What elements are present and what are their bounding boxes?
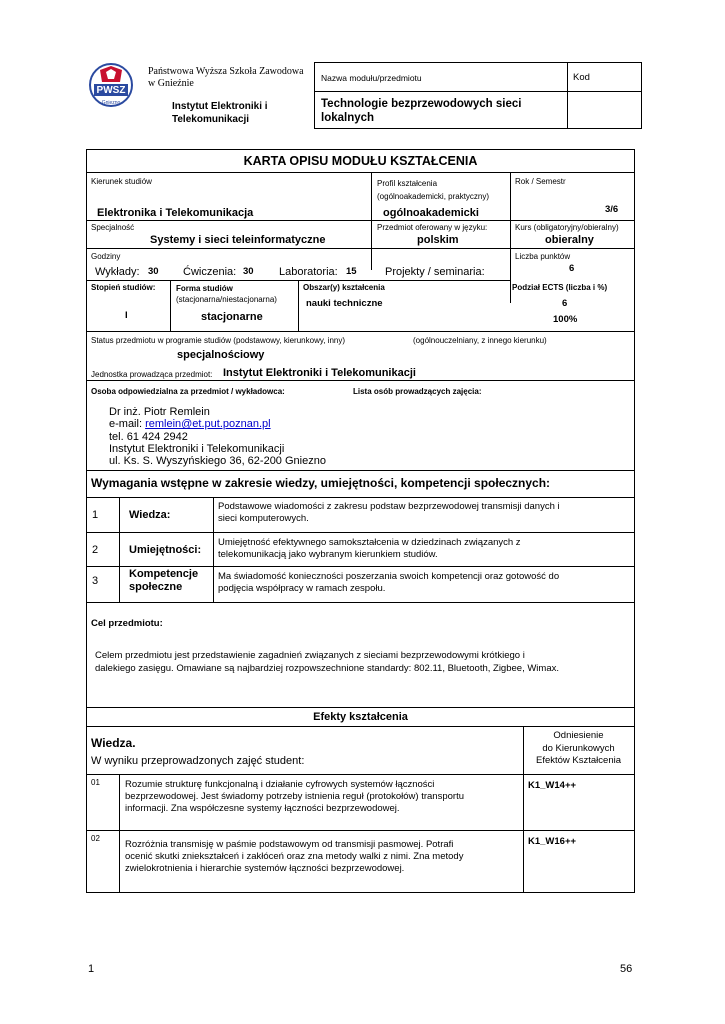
forma-label: Forma studiów (stacjonarna/niestacjonarna) bbox=[176, 284, 277, 304]
module-name-label: Nazwa modułu/przedmiotu bbox=[321, 73, 422, 83]
institute-line1: Instytut Elektroniki i bbox=[172, 101, 268, 112]
req-text-2: Umiejętność efektywnego samokształcenia w dziedzinach związanych z telekomunikacją jako wybranym kierunkiem studiów. bbox=[218, 537, 521, 560]
jednostka-value: Instytut Elektroniki i Telekomunikacji bbox=[223, 367, 416, 379]
effect-code-1: K1_W14++ bbox=[528, 780, 577, 791]
contact-email-line: e-mail: remlein@et.put.poznan.pl bbox=[109, 418, 271, 431]
ects-value: 6 bbox=[562, 298, 568, 309]
goal-label: Cel przedmiotu: bbox=[91, 618, 163, 629]
contact-name: Dr inż. Piotr Remlein bbox=[109, 406, 210, 418]
cwiczenia-label: Ćwiczenia: bbox=[183, 266, 237, 278]
school-name-line2: w Gnieźnie bbox=[148, 78, 194, 89]
status-label: Status przedmiotu w programie studiów (podstawowy, kierunkowy, inny) bbox=[91, 336, 346, 345]
wyklady-label: Wykłady: bbox=[95, 266, 140, 278]
goal-text: Celem przedmiotu jest przedstawienie zagadnień związanych z sieciami bezprzewodowymi krótkiego i dalekiego zasięgu. Omawiane są najbardziej rozpowszechnione standardy: 802.11, Bluetooth, Zigbee, Wimax. bbox=[95, 650, 560, 674]
contact-addr: ul. Ks. S. Wyszyńskiego 36, 62-200 Gniezno bbox=[109, 455, 326, 468]
specjalnosc-value: Systemy i sieci teleinformatyczne bbox=[150, 234, 326, 246]
school-logo bbox=[88, 62, 134, 108]
status-label-2: (ogólnouczelniany, z innego kierunku) bbox=[413, 336, 547, 345]
stopien-value: I bbox=[125, 310, 128, 321]
contact-inst: Instytut Elektroniki i Telekomunikacji bbox=[109, 442, 285, 455]
page-number: 56 bbox=[620, 963, 633, 975]
profil-label: Profil kształcenia (ogólnoakademicki, praktyczny) bbox=[377, 179, 490, 201]
kurs-label: Kurs (obligatoryjny/obieralny) bbox=[515, 223, 619, 232]
stopien-label: Stopień studiów: bbox=[91, 283, 156, 292]
effect-code-2: K1_W16++ bbox=[528, 836, 577, 847]
contact-tel: tel. 61 424 2942 bbox=[109, 430, 188, 443]
status-value: specjalnościowy bbox=[177, 349, 265, 361]
punkty-label: Liczba punktów bbox=[515, 252, 571, 261]
obszar-label: Obszar(y) kształcenia bbox=[303, 283, 385, 292]
jednostka-label: Jednostka prowadząca przedmiot: bbox=[91, 370, 213, 379]
effects-intro: W wyniku przeprowadzonych zajęć student: bbox=[91, 755, 305, 767]
specjalnosc-label: Specjalność bbox=[91, 223, 135, 232]
jezyk-value: polskim bbox=[417, 234, 459, 246]
req-num-3: 3 bbox=[92, 575, 99, 587]
ects-label: Podział ECTS (liczba i %) bbox=[512, 283, 608, 292]
svg-text:Gniezno: Gniezno bbox=[101, 100, 121, 106]
jezyk-label: Przedmiot oferowany w języku: bbox=[377, 223, 488, 232]
cwiczenia-value: 30 bbox=[243, 266, 254, 277]
req-name-2: Umiejętności: bbox=[129, 544, 202, 556]
forma-value: stacjonarne bbox=[201, 311, 263, 323]
req-num-1: 1 bbox=[92, 509, 99, 521]
laboratoria-value: 15 bbox=[346, 266, 357, 277]
requirements-title: Wymagania wstępne w zakresie wiedzy, umiejętności, kompetencji społecznych: bbox=[91, 476, 551, 490]
school-name bbox=[148, 66, 304, 90]
effects-title: Efekty kształcenia bbox=[313, 711, 408, 723]
code-label: Kod bbox=[573, 72, 590, 83]
rok-value: 3/6 bbox=[605, 204, 619, 215]
punkty-value: 6 bbox=[569, 263, 575, 274]
svg-text:PWSZ: PWSZ bbox=[96, 85, 126, 96]
effect-text-2: Rozróżnia transmisję w paśmie podstawowym od transmisji pasmowej. Potrafi ocenić skutki zniekształceń i zakłóceń oraz zna metody walki z nimi. Zna metody zwielokrotnienia i hierarchie systemów łączności bezprzewodowej. bbox=[125, 839, 464, 874]
wyklady-value: 30 bbox=[148, 266, 159, 277]
school-name-line1: Państwowa Wyższa Szkoła Zawodowa bbox=[148, 66, 304, 77]
logo-icon bbox=[88, 62, 134, 108]
godziny-label: Godziny bbox=[91, 252, 121, 261]
institute-line2: Telekomunikacji bbox=[172, 114, 250, 125]
ects-percent: 100% bbox=[553, 314, 578, 325]
osoba-label: Osoba odpowiedzialna za przedmiot / wykładowca: bbox=[91, 387, 285, 396]
contact-email-link[interactable]: remlein@et.put.poznan.pl bbox=[145, 418, 271, 431]
module-name-value: Technologie bezprzewodowych sieci lokalnych bbox=[321, 98, 522, 124]
req-text-1: Podstawowe wiadomości z zakresu podstaw bezprzewodowej transmisji danych i sieci komputerowych. bbox=[218, 501, 560, 524]
card bbox=[86, 149, 635, 893]
footer-left: 1 bbox=[88, 963, 95, 975]
effect-num-1: 01 bbox=[91, 778, 100, 787]
req-name-3: Kompetencje społeczne bbox=[129, 568, 199, 593]
effect-text-1: Rozumie strukturę funkcjonalną i działanie cyfrowych systemów łączności bezprzewodowej. Jest świadomy potrzeby istnienia reguł (protokołów) transportu informacji. Zna współczesne systemy łączności bezprzewodowej. bbox=[125, 779, 464, 814]
kurs-value: obieralny bbox=[545, 234, 594, 246]
rok-label: Rok / Semestr bbox=[515, 177, 566, 186]
req-name-1: Wiedza: bbox=[129, 509, 171, 521]
obszar-value: nauki techniczne bbox=[306, 298, 383, 309]
laboratoria-label: Laboratoria: bbox=[279, 266, 338, 278]
req-num-2: 2 bbox=[92, 544, 99, 556]
effect-num-2: 02 bbox=[91, 834, 100, 843]
contact-block bbox=[109, 406, 326, 467]
institute-name bbox=[172, 100, 268, 126]
module-header-box bbox=[314, 62, 642, 129]
lista-label: Lista osób prowadzących zajęcia: bbox=[353, 387, 482, 396]
req-text-3: Ma świadomość konieczności poszerzania swoich kompetencji oraz gotowość do podjęcia współpracy w ramach zespołu. bbox=[218, 571, 560, 594]
effects-wiedza: Wiedza. bbox=[91, 736, 136, 750]
projekty-label: Projekty / seminaria: bbox=[385, 266, 485, 278]
effects-ref-header: Odniesienie do Kierunkowych Efektów Kształcenia bbox=[535, 730, 621, 766]
profil-value: ogólnoakademicki bbox=[383, 207, 479, 219]
card-title: KARTA OPISU MODUŁU KSZTAŁCENIA bbox=[243, 154, 478, 168]
kierunek-label: Kierunek studiów bbox=[91, 177, 152, 186]
kierunek-value: Elektronika i Telekomunikacja bbox=[97, 207, 254, 219]
